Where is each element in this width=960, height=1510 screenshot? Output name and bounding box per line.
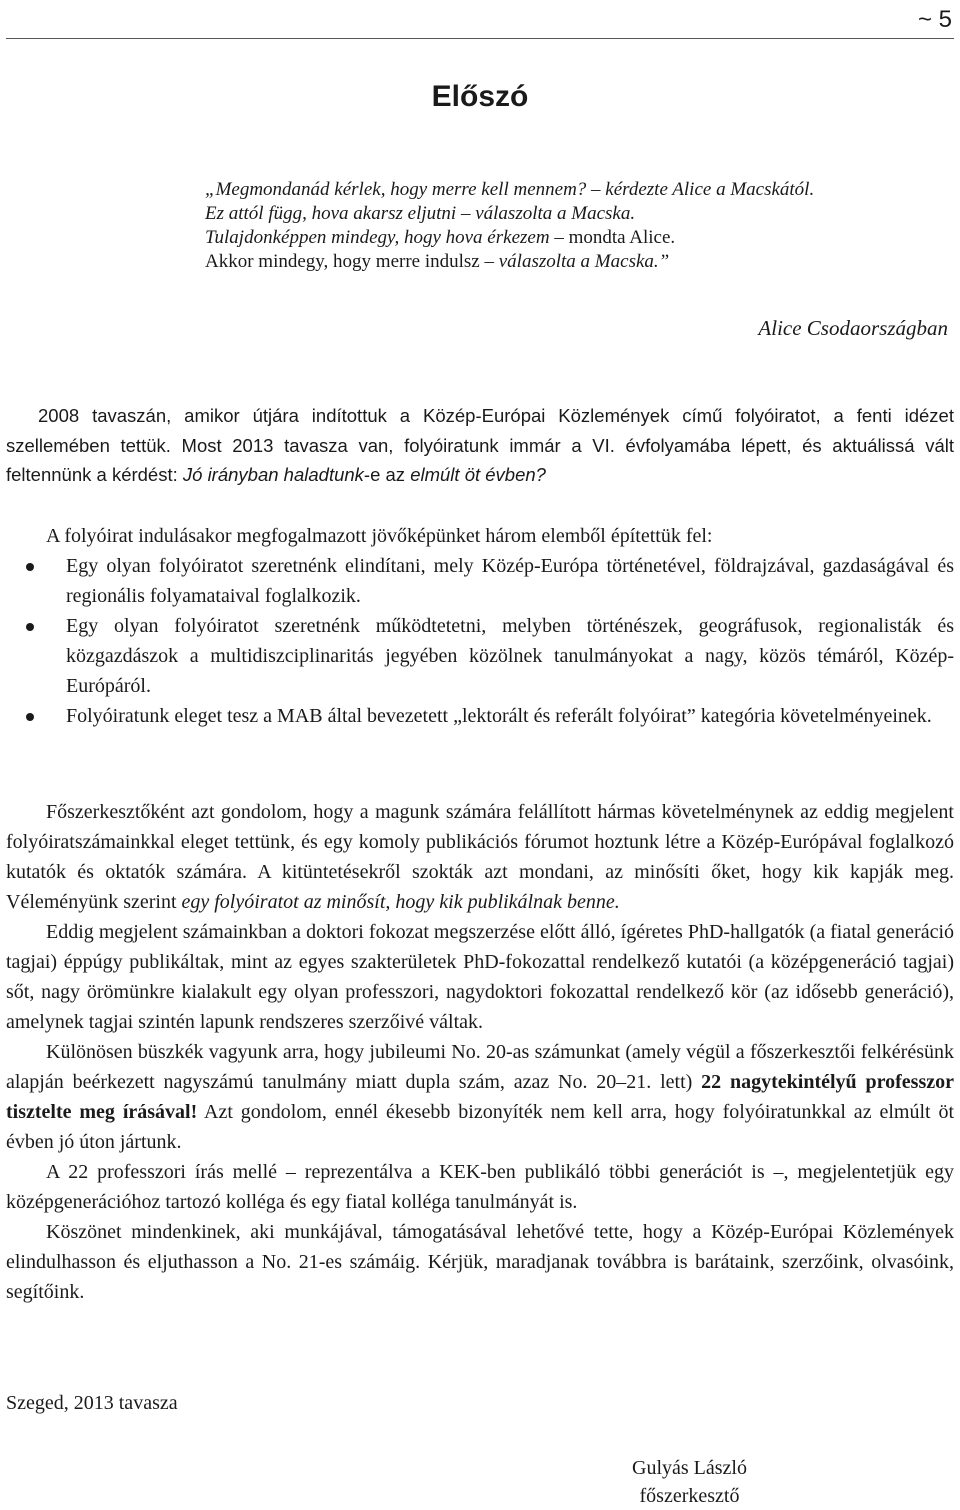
list-item-text: Folyóiratunk eleget tesz a MAB által bevezetett „lektorált és referált folyóirat” kategória követelményeinek. (66, 705, 932, 727)
intro-segment: 2008 tavaszán, amikor útjára indítottuk a Közép-Európai Közlemények című folyóiratot, a fenti idézet szellemében tettük. Most 2013 tavasza van, folyóiratunk immár a VI. évfolyamába lépett, és aktuálissá vált feltennünk a kérdést: (6, 405, 954, 485)
quote-line (205, 226, 945, 250)
quote-segment: – válaszolta a Macska.” (479, 251, 670, 272)
body-paragraph (6, 1157, 954, 1217)
list-item-text: Egy olyan folyóiratot szeretnénk működtetetni, melyben történészek, geográfusok, regionalisták és közgazdászok a multidiszciplinaritás jegyében közölnek tanulmányokat a nagy, közös témáról, Közép-Európáról. (66, 615, 954, 697)
body-paragraph (6, 917, 954, 1037)
list-item (6, 551, 954, 611)
place-date: Szeged, 2013 tavasza (6, 1392, 178, 1414)
quote-segment: Tulajdonképpen mindegy, hogy hova érkezem (205, 227, 550, 248)
signature-name: Gulyás László (632, 1457, 747, 1479)
epigraph-source: Alice Csodaországban (758, 316, 948, 340)
paragraph-segment: Különösen büszkék vagyunk arra, hogy jubileumi No. 20-as számunkat (amely végül a főszerkesztői felkérésünk alapján beérkezett nagyszámú tanulmány miatt dupla szám, azaz No. 20–21. lett) (6, 1041, 954, 1093)
intro-paragraph (6, 401, 954, 490)
list-lead: A folyóirat indulásakor megfogalmazott jövőképünket három elemből építettük fel: (46, 525, 713, 547)
body-paragraph (6, 1037, 954, 1157)
epigraph-quote (205, 178, 945, 274)
intro-segment: Jó irányban haladtunk (182, 464, 364, 485)
body-paragraph (6, 1217, 954, 1307)
paragraph-segment: Köszönet mindenkinek, aki munkájával, támogatásával lehetővé tette, hogy a Közép-Európai Közlemények elindulhasson és eljuthasson a No. 21-es számáig. Kérjük, maradjanak továbbra is barátaink, szerzőink, olvasóink, segítőink. (6, 1221, 954, 1303)
signature-role: főszerkesztő (639, 1485, 740, 1507)
quote-segment: – mondta Alice. (549, 227, 676, 248)
quote-line (205, 178, 945, 202)
paragraph-segment: Eddig megjelent számainkban a doktori fokozat megszerzése előtt álló, ígéretes PhD-hallgatók (a fiatal generáció tagjai) éppúgy publikáltak, mint az egyes szakterületek PhD-fokozattal rendelkező kutatói (a középgeneráció tagjai) sőt, nagy örömünkre kialakult egy olyan professzori, nagydoktori fokozattal rendelkező kör (az idősebb generáció), amelynek tagjai szintén lapunk rendszeres szerzőivé váltak. (6, 921, 954, 1033)
vision-list-block (6, 521, 954, 731)
quote-line (205, 250, 945, 274)
bullet-dot-icon (26, 713, 34, 721)
paragraph-segment: 22 nagytekintélyű professzor tisztelte meg írásával! (6, 1071, 954, 1123)
intro-segment: elmúlt öt évben? (410, 464, 546, 485)
paragraph-segment: A 22 professzori írás mellé – reprezentálva a KEK-ben publikáló többi generációt is –, megjelentetjük egy középgenerációhoz tartozó kolléga és egy fiatal kolléga tanulmányát is. (6, 1161, 954, 1213)
list-item (6, 701, 954, 731)
bullet-dot-icon (26, 563, 34, 571)
quote-segment: Akkor mindegy, hogy merre indulsz (205, 251, 480, 272)
paragraph-segment: Azt gondolom, ennél ékesebb bizonyíték nem kell arra, hogy folyóiratunkkal az elmúlt öt évben jó úton jártunk. (6, 1101, 954, 1153)
page-number: ~ 5 (917, 6, 952, 33)
quote-segment: Ez attól függ, hova akarsz eljutni – válaszolta a Macska. (205, 203, 636, 224)
signature-block (632, 1454, 747, 1510)
list-item-text: Egy olyan folyóiratot szeretnénk elindítani, mely Közép-Európa történetével, földrajzával, gazdaságával és regionális folyamataival foglalkozik. (66, 555, 954, 607)
paragraph-segment: Főszerkesztőként azt gondolom, hogy a magunk számára felállított hármas követelménynek az eddig megjelent folyóiratszámainkkal eleget tettünk, és egy komoly publikációs fórumot hoztunk létre a Közép-Európával foglalkozó kutatók és oktatók számára. A kitüntetésekről szokták azt mondani, az minősíti őket, hogy kik kapják meg. Véleményünk szerint (6, 801, 954, 913)
quote-line (205, 202, 945, 226)
body-text (6, 797, 954, 1307)
bullet-dot-icon (26, 623, 34, 631)
intro-segment: -e az (363, 464, 411, 485)
header-rule (6, 38, 954, 39)
list-item (6, 611, 954, 701)
page-title: Előszó (431, 80, 529, 113)
bullet-list (6, 551, 954, 731)
quote-segment: „Megmondanád kérlek, hogy merre kell mennem? – kérdezte Alice a Macskától. (205, 179, 815, 200)
paragraph-segment: egy folyóiratot az minősít, hogy kik publikálnak benne. (181, 891, 620, 913)
body-paragraph (6, 797, 954, 917)
